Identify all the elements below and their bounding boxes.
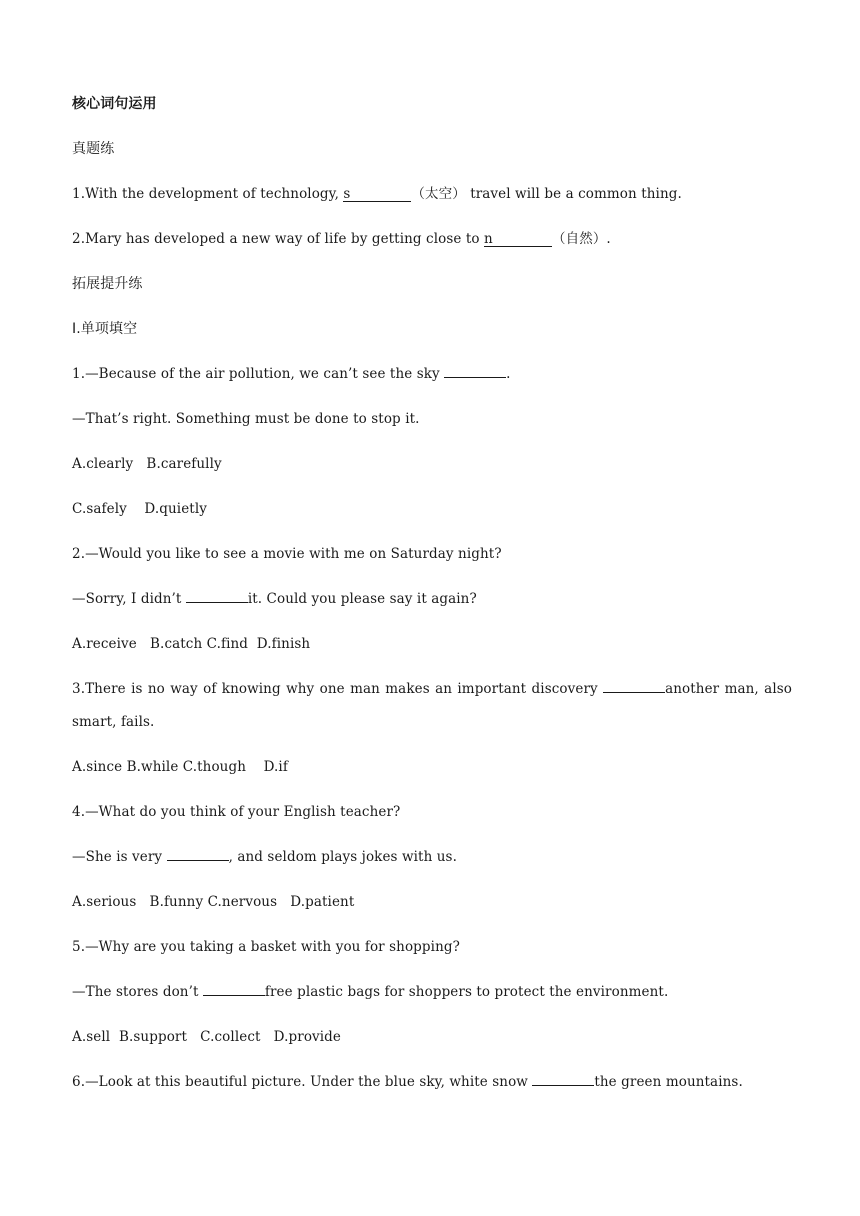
question-text: （自然）. [552,231,611,247]
question-text: 2.Mary has developed a new way of life by getting close to [72,231,485,247]
hint-letter: s [343,186,351,202]
question-text: it. Could you please say it again? [247,591,477,607]
q2-reply [72,583,792,616]
page-title: 核心词句运用 [72,96,157,112]
answer-blank [343,187,411,202]
q2-options: A.receive B.catch C.find D.finish [72,636,311,652]
q3-stem [72,673,792,739]
answer-blank [444,363,506,378]
q3-options: A.since B.while C.though D.if [72,759,288,775]
question-text: the green mountains. [594,1074,743,1090]
q4-reply [72,841,792,874]
section-extension: 拓展提升练 [72,276,143,292]
question-text: —The stores don’t [72,984,203,1000]
q1-options-row-2: C.safely D.quietly [72,501,207,517]
q5-reply [72,976,792,1009]
real-question-2 [72,223,792,256]
q2-stem: 2.—Would you like to see a movie with me on Saturday night? [72,546,502,562]
answer-blank [484,232,552,247]
question-text: free plastic bags for shoppers to protect the environment. [264,984,669,1000]
q1-reply: —That’s right. Something must be done to stop it. [72,411,420,427]
answer-blank [532,1071,594,1086]
question-text: —She is very [72,849,167,865]
question-text: . [506,366,511,382]
answer-blank [203,981,265,996]
question-text: 6.—Look at this beautiful picture. Under the blue sky, white snow [72,1074,533,1090]
question-text: 3.There is no way of knowing why one man makes an important discovery [72,681,604,697]
q1-options-row-1: A.clearly B.carefully [72,456,222,472]
question-text: 1.—Because of the air pollution, we can’t see the sky [72,366,445,382]
answer-blank [186,588,248,603]
question-text: —Sorry, I didn’t [72,591,186,607]
q5-stem: 5.—Why are you taking a basket with you for shopping? [72,939,460,955]
question-text: （太空） travel will be a common thing. [411,186,682,202]
question-text: , and seldom plays jokes with us. [228,849,457,865]
answer-blank [603,678,665,693]
q6-stem [72,1066,792,1099]
q4-stem: 4.—What do you think of your English teacher? [72,804,401,820]
question-text: 1.With the development of technology, [72,186,344,202]
section-real-exam: 真题练 [72,141,115,157]
hint-letter: n [484,231,493,247]
real-question-1 [72,178,792,211]
question-text: another man, also smart, fails. [72,681,792,730]
answer-blank [167,846,229,861]
part-1-title: Ⅰ.单项填空 [72,321,138,337]
q5-options: A.sell B.support C.collect D.provide [72,1029,342,1045]
worksheet-page [72,88,792,1111]
q1-stem [72,358,792,391]
q4-options: A.serious B.funny C.nervous D.patient [72,894,355,910]
